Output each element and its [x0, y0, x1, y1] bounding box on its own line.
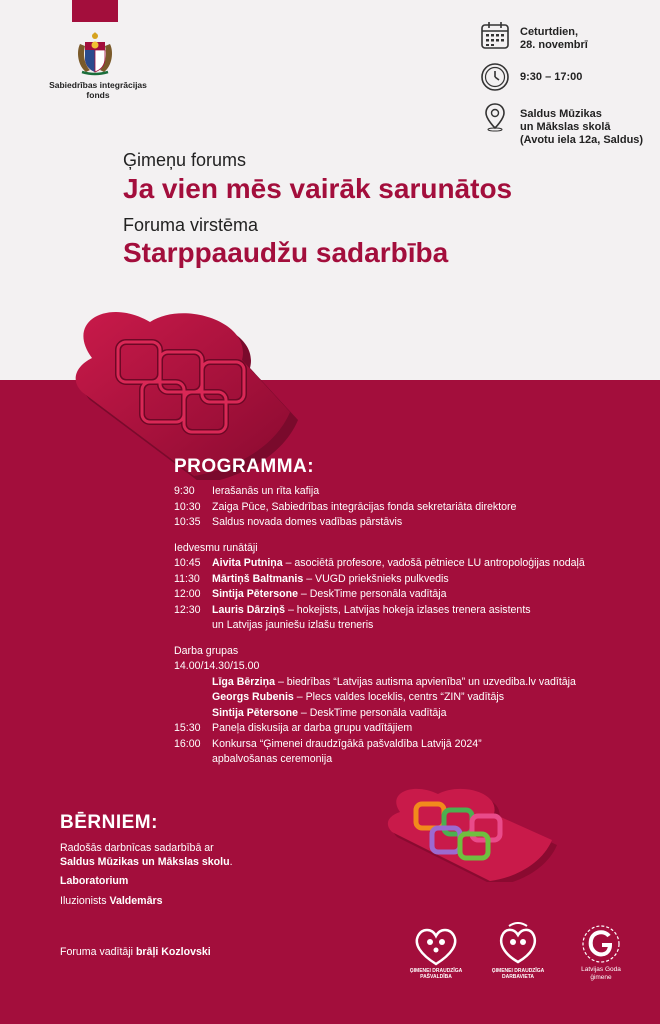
workgroup-role: – DeskTime personāla vadītāja [297, 706, 447, 719]
speaker-role: – asociētā profesore, vadošā pētniece LU antropoloģijas nodaļā [282, 557, 585, 569]
venue-info [480, 102, 643, 147]
speaker-item [174, 572, 644, 588]
program-list [174, 484, 644, 768]
brand-family-friendly-municipality [404, 922, 468, 980]
date-line1: Ceturtdien, [520, 26, 579, 38]
kids-item-bold: Saldus Mūzikas un Mākslas skolu [60, 855, 230, 868]
kids-heading: BĒRNIEM: [60, 812, 158, 833]
program-time: 12:30 [174, 603, 201, 616]
host-text: Foruma vadītāji [60, 946, 136, 958]
workgroup-name: Georgs Rubenis [212, 691, 294, 703]
family-heart-logo-icon [410, 922, 462, 968]
speaker-name: Sintija Pētersone [212, 588, 298, 600]
workgroup-item [174, 675, 644, 691]
speaker-role: – DeskTime personāla vadītāja [297, 588, 447, 600]
speaker-item [174, 603, 644, 634]
program-text: Konkursa “Ģimenei draudzīgākā pašvaldība Latvijā 2024” [212, 737, 482, 750]
knot-heart-graphic [52, 300, 302, 480]
workgroup-role: – Plecs valdes loceklis, centrs “ZIN” vadītājs [293, 691, 505, 703]
venue-line2: un Mākslas skolā [520, 121, 611, 133]
program-text: Ierašanās un rīta kafija [212, 485, 320, 497]
program-item [174, 737, 644, 768]
forum-title: Ja vien mēs vairāk sarunātos [123, 173, 513, 204]
program-time: 10:30 [174, 500, 201, 513]
program-time: 16:00 [174, 737, 201, 750]
program-item [174, 500, 644, 516]
program-text: Paneļa diskusija ar darba grupu vadītājiem [212, 722, 413, 734]
workgroup-name: Sintija Pētersone [212, 706, 298, 719]
program-item [174, 515, 644, 531]
brand-text: ģimene [590, 973, 612, 981]
speaker-role-cont: un Latvijas jauniešu izlašu treneris [212, 619, 374, 631]
workgroups-title: Darba grupas [174, 644, 239, 657]
program-text: Saldus novada domes vadības pārstāvis [212, 516, 403, 528]
flag-bar [72, 0, 118, 22]
program-text-cont: apbalvošanas ceremonija [212, 753, 333, 765]
speaker-item [174, 587, 644, 603]
speakers-title: Iedvesmu runātāji [174, 541, 258, 554]
clock-icon [480, 62, 510, 92]
kids-item [60, 842, 233, 869]
brand-text: PAŠVALDĪBA [420, 974, 452, 980]
kids-item-text: Radošās darbnīcas sadarbībā ar [60, 842, 214, 854]
workgroup-role: – biedrības “Latvijas autisma apvienība” un uzvediba.lv vadītāja [275, 675, 576, 688]
program-time: 12:00 [174, 588, 201, 600]
workgroup-item [174, 706, 644, 722]
colorful-knot-heart-graphic [378, 782, 558, 882]
program-text: Zaiga Pūce, Sabiedrības integrācijas fonda sekretariāta direktore [212, 500, 517, 513]
workplace-heart-logo-icon [495, 922, 541, 968]
brand-text: ĢIMENEI DRAUDZĪGA [491, 968, 545, 974]
program-time: 15:30 [174, 722, 201, 734]
kids-item-text: Iluzionists [60, 894, 110, 907]
program-item [174, 721, 644, 737]
speaker-item [174, 556, 644, 572]
time-info [480, 62, 582, 92]
program-time: 10:35 [174, 516, 201, 528]
date-line2: 28. novembrī [520, 39, 588, 51]
speaker-role: – VUGD priekšnieks pulkvedis [303, 572, 449, 585]
coat-of-arms-logo [72, 30, 118, 76]
location-pin-icon [480, 102, 510, 132]
forum-subtitle: Ģimeņu forums [123, 150, 247, 170]
program-time: 10:45 [174, 557, 201, 569]
kids-item-bold: Laboratorium [60, 875, 129, 887]
speaker-name: Aivita Putniņa [212, 557, 283, 569]
program-item [174, 484, 644, 500]
kids-item-end: . [229, 855, 233, 868]
speaker-role: – hokejists, Latvijas hokeja izlases trenera asistents [285, 603, 531, 616]
org-name: Sabiedrības integrācijas fonds [49, 80, 147, 100]
speaker-name: Lauris Dārziņš [212, 603, 286, 616]
program-time: 9:30 [174, 485, 195, 497]
venue-line3: (Avotu iela 12a, Saldus) [520, 134, 644, 146]
kids-item-bold: Valdemārs [109, 894, 163, 907]
workgroup-item [174, 690, 644, 706]
host-names: brāļi Kozlovski [135, 946, 211, 958]
date-info [480, 20, 588, 52]
time-text: 9:30 – 17:00 [520, 71, 583, 83]
kids-item [60, 895, 233, 909]
brand-text: DARBAVIETA [501, 974, 535, 980]
forum-hosts [60, 946, 211, 958]
honor-family-g-logo-icon [577, 922, 625, 966]
brand-text: Latvijas Goda [581, 966, 621, 973]
program-time: 11:30 [174, 572, 200, 585]
theme-title: Starppaaudžu sadarbība [123, 237, 449, 268]
brand-family-friendly-workplace [488, 922, 548, 980]
kids-list [60, 842, 233, 914]
workgroups-times: 14.00/14.30/15.00 [174, 660, 260, 672]
calendar-icon [480, 20, 510, 50]
venue-line1: Saldus Mūzikas [520, 108, 602, 120]
theme-subtitle: Foruma virstēma [123, 215, 259, 235]
workgroup-name: Līga Bērziņa [212, 675, 275, 688]
brand-latvian-honor-family [566, 922, 636, 981]
kids-item [60, 875, 233, 889]
brand-text: ĢIMENEI DRAUDZĪGA [409, 968, 463, 974]
program-heading: PROGRAMMA: [174, 456, 315, 477]
speaker-name: Mārtiņš Baltmanis [212, 572, 304, 585]
